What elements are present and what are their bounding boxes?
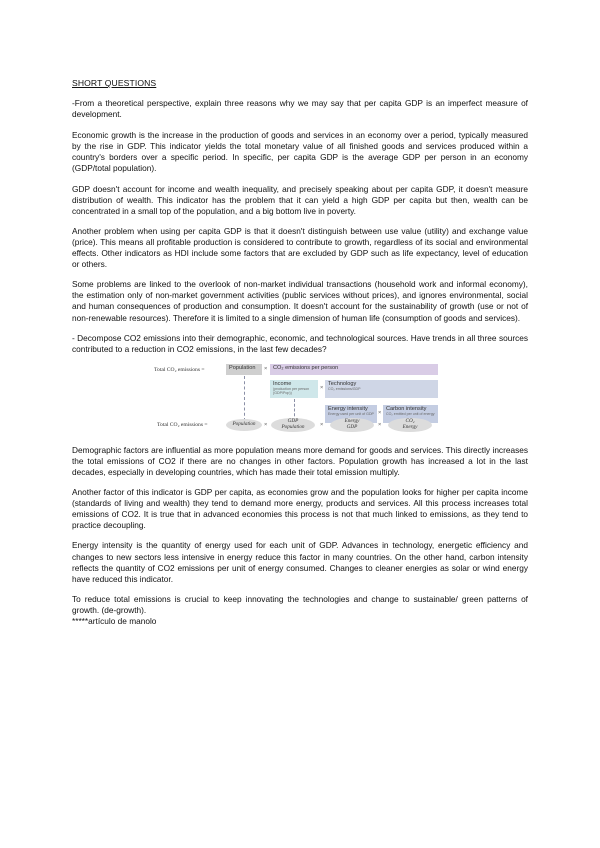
paragraph-gdp-per-capita: Another factor of this indicator is GDP per capita, as economies grow and the population looks for higher per capita income (standards of living and wealth) they tend to demand more energy, products and services. All this process increases total emissions of CO2. It is true that in advanced economies this process is not that much linked to emissions, as they tend to practice decoupling.	[72, 487, 528, 531]
diagram-gdp-numerator: GDP	[287, 418, 299, 425]
diagram-energy-numerator: Energy	[344, 418, 360, 425]
question-1: -From a theoretical perspective, explain three reasons why we may say that per capita GDP is an imperfect measure of development.	[72, 98, 528, 120]
diagram-technology-box	[325, 380, 438, 398]
diagram-guide-line	[244, 376, 245, 421]
diagram-energy-intensity-label: Energy intensity	[328, 405, 368, 412]
diagram-carbon-intensity-label: Carbon intensity	[386, 405, 427, 412]
diagram-income-box	[270, 380, 318, 398]
paragraph-inequality: GDP doesn't account for income and wealth inequality, and precisely speaking about per capita GDP, it doesn't measure distribution of wealth. This indicator has the problem that it can yield a high GDP per capita but then, wealth can be concentrated in a small top of the population, and a big bottom live in poverty.	[72, 183, 528, 216]
paragraph-intensity: Energy intensity is the quantity of energy used for each unit of GDP. Advances in technology, energetic efficiency and changes to new sectors less intensive in energy reduce this factor in many countries. On the other hand, carbon intensity reflects the quantity of CO2 emissions per unit of energy consumed. Changes to cleaner energies as solar or wind energy have reduced this indicator.	[72, 540, 528, 584]
diagram-co2-per-person-box: CO₂ emissions per person	[270, 364, 438, 375]
co2-decomposition-diagram	[154, 364, 514, 432]
paragraph-gdp-definition: Economic growth is the increase in the production of goods and services in an economy over a period, typically measured by the rise in GDP. This indicator yields the total monetary value of all finished goods and services produced within a country's borders over a specific period. In specific, per capita GDP is the average GDP per person in an economy (GDP/total population).	[72, 130, 528, 174]
diagram-energy-denominator: GDP	[346, 423, 358, 430]
diagram-times-sign: ×	[264, 421, 268, 428]
diagram-times-sign: ×	[320, 384, 324, 391]
diagram-income-sub: (production per person (GDP/Pop))	[273, 386, 310, 395]
diagram-times-sign: ×	[320, 421, 324, 428]
diagram-times-sign: ×	[378, 421, 382, 428]
diagram-population-ellipse: Population	[226, 419, 262, 431]
diagram-times-sign: ×	[378, 409, 382, 416]
diagram-gdp-denominator: Population	[281, 423, 305, 430]
diagram-carbon-intensity-sub: CO₂ emitted per unit of energy	[386, 411, 435, 416]
diagram-energy-ellipse	[330, 418, 374, 432]
document-page	[72, 78, 528, 627]
diagram-population-box: Population	[226, 364, 262, 375]
diagram-co2-numerator: CO₂	[405, 418, 415, 425]
signature-note: *****artículo de manolo	[72, 616, 157, 626]
paragraph-use-value: Another problem when using per capita GDP is that it doesn't distinguish between use value (utility) and exchange value (price). This means all profitable production is considered to contribute to growth, regardless of its social and environmental effects. Other indicators as HDI include some factors that are excluded by GDP such as life expectancy, level of education or others.	[72, 225, 528, 270]
diagram-technology-sub: CO₂ emissions/GDP	[328, 386, 361, 391]
diagram-co2-denominator: Energy	[402, 423, 418, 430]
diagram-total-bottom-label: Total CO₂ emissions =	[157, 421, 208, 428]
diagram-gdp-ellipse	[271, 418, 315, 432]
diagram-income-label: Income	[273, 380, 292, 387]
diagram-technology-label: Technology	[328, 380, 357, 387]
paragraph-conclusion: To reduce total emissions is crucial to keep innovating the technologies and change to sustainable/ green patterns of growth. (de-growth).	[72, 593, 528, 615]
paragraph-non-market: Some problems are linked to the overlook of non-market individual transactions (household work and informal economy), the estimation only of non-market government activities (public services without prices), and ignores environmental, social and human consequences of production and consumption. It doesn't account for the sustainability of growth (use or not of non-renewable resources). Therefore it is limited to a single dimension of human life (consumption of goods and services).	[72, 279, 528, 323]
section-heading: SHORT QUESTIONS	[72, 78, 157, 88]
diagram-energy-intensity-sub: Energy used per unit of GDP	[328, 411, 374, 416]
diagram-times-sign: ×	[264, 365, 268, 372]
paragraph-demographic: Demographic factors are influential as more population means more demand for goods and services. This directly increases the total emissions of CO2 if there are no changes in other factors. Population growth has increased a lot in the last decades, especially in developing countries, which has made their total emission multiply.	[72, 444, 528, 477]
question-2: - Decompose CO2 emissions into their demographic, economic, and technological sources. Have trends in all three sources contributed to a reduction in CO2 emissions, in the last few decades?	[72, 332, 528, 354]
diagram-co2-ellipse	[388, 418, 432, 432]
diagram-total-top-label: Total CO₂ emissions =	[154, 366, 205, 373]
